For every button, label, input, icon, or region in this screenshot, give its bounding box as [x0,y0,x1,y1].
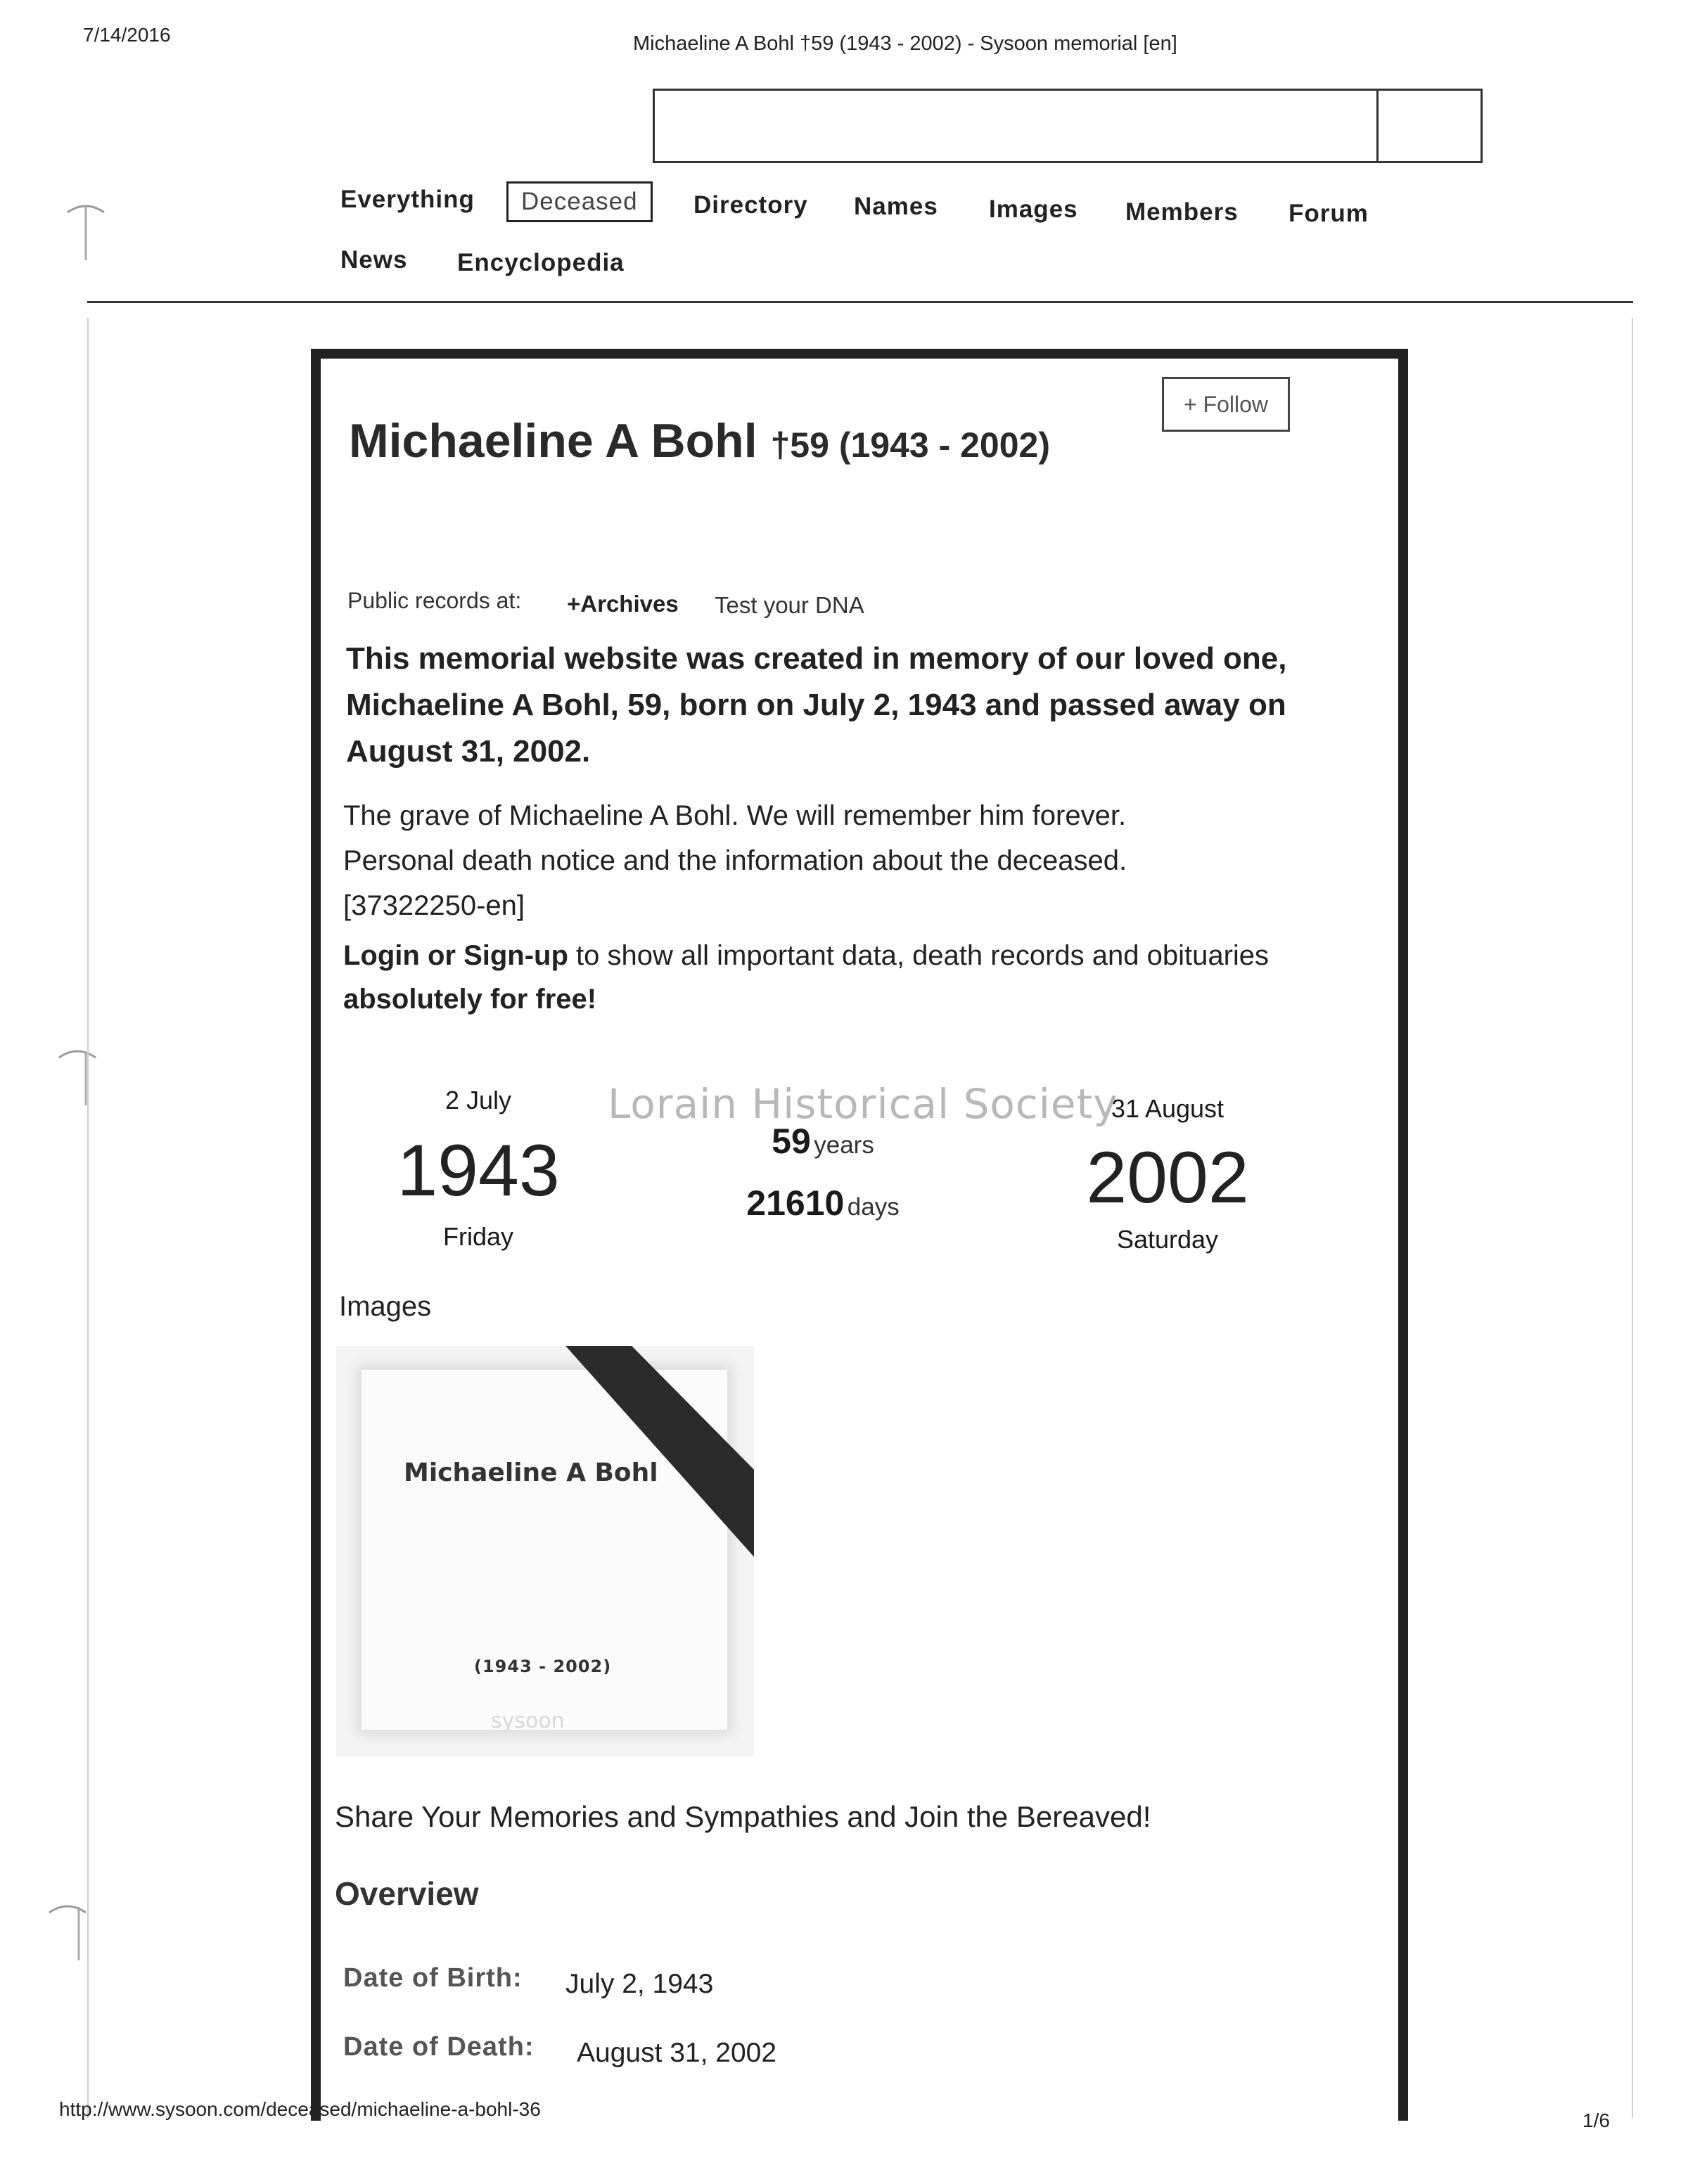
archives-link[interactable]: +Archives [567,591,679,617]
search-button[interactable] [1376,91,1481,161]
age-years-value: 59 [772,1122,811,1161]
free-text: absolutely for free! [343,984,597,1015]
binder-hole-icon [46,1899,89,1962]
share-prompt: Share Your Memories and Sympathies and Join the Bereaved! [335,1800,1151,1833]
death-day: 31 August [1111,1094,1225,1123]
watermark: Lorain Historical Society [608,1080,1118,1128]
print-date: 7/14/2016 [83,24,171,46]
overview-heading: Overview [335,1875,479,1912]
memorial-description [343,793,1300,928]
login-text: to show all important data, death records and obituaries [568,940,1270,971]
nav-deceased[interactable]: Deceased [506,181,653,222]
header-divider [87,301,1633,303]
follow-button[interactable]: + Follow [1162,377,1290,432]
death-year: 2002 [1086,1137,1249,1219]
age-days-value: 21610 [746,1183,845,1223]
nav-members[interactable]: Members [1125,198,1239,226]
binder-hole-icon [65,198,107,262]
login-prompt [343,934,1300,1021]
nav-everything[interactable]: Everything [340,186,475,213]
death-date-value: August 31, 2002 [577,2038,777,2068]
death-date-label: Date of Death: [343,2032,535,2062]
nav-directory[interactable]: Directory [693,191,808,219]
public-records-label: Public records at: [347,588,522,613]
test-dna-link[interactable]: Test your DNA [715,592,864,618]
deceased-name: Michaeline A Bohl [349,414,757,468]
death-weekday: Saturday [1116,1225,1219,1254]
birth-date-value: July 2, 1943 [565,1969,714,1999]
mourning-ribbon-icon [336,1346,754,1756]
nav-forum[interactable]: Forum [1289,200,1369,227]
print-page-title: Michaeline A Bohl †59 (1943 - 2002) - Sysoon memorial [en] [633,32,1177,55]
search-input[interactable] [655,91,1379,161]
print-url: http://www.sysoon.com/deceased/michaeline-a-bohl-36 [59,2098,541,2120]
image-name: Michaeline A Bohl [404,1458,658,1487]
nav-images[interactable]: Images [989,195,1078,223]
nav-encyclopedia[interactable]: Encyclopedia [457,249,625,276]
age-days [703,1183,942,1223]
memorial-id: [37322250-en] [343,890,525,921]
login-signup-link[interactable]: Login or Sign-up [343,940,568,971]
memorial-image[interactable] [336,1346,754,1756]
years-label: years [814,1131,874,1159]
image-brand: sysoon [491,1709,565,1733]
birth-weekday: Friday [442,1222,514,1251]
age-and-years: †59 (1943 - 2002) [770,425,1051,465]
birth-date-label: Date of Birth: [343,1963,523,1993]
image-years: (1943 - 2002) [474,1657,612,1676]
days-label: days [847,1193,900,1221]
images-heading: Images [339,1291,432,1322]
nav-news[interactable]: News [340,246,408,274]
memorial-title [349,413,1050,468]
description-line: Personal death notice and the information about the deceased. [343,845,1127,876]
search-bar [653,89,1483,163]
description-line: The grave of Michaeline A Bohl. We will remember him forever. [343,800,1127,831]
memorial-intro: This memorial website was created in memory of our loved one, Michaeline A Bohl, 59, born on July 2, 1943 and passed away on August 31, 2002. [346,641,1287,769]
birth-year: 1943 [397,1130,560,1212]
print-page-number: 1/6 [1582,2109,1610,2131]
birth-day: 2 July [445,1086,512,1115]
nav-names[interactable]: Names [854,193,938,220]
